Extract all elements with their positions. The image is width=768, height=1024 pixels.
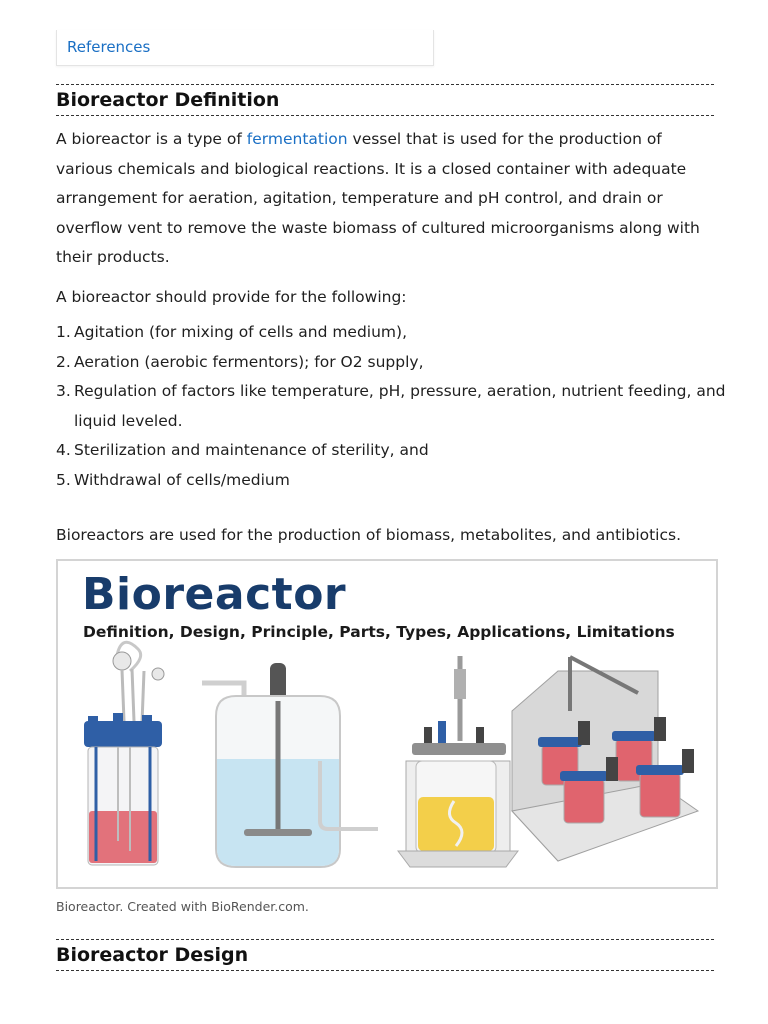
fermentation-link[interactable]: fermentation bbox=[246, 130, 348, 148]
section-heading-definition bbox=[56, 84, 714, 116]
benchtop-bioreactor-icon bbox=[84, 642, 164, 865]
list-item bbox=[56, 377, 726, 436]
heading-bioreactor-design: Bioreactor Design bbox=[56, 944, 249, 966]
bioreactor-illustration bbox=[58, 561, 716, 887]
list-number: 2. bbox=[56, 352, 71, 371]
list-number: 5. bbox=[56, 470, 71, 489]
section-heading-design bbox=[56, 939, 714, 971]
list-number: 3. bbox=[56, 382, 71, 400]
list-number: 4. bbox=[56, 441, 71, 459]
heading-bioreactor-definition: Bioreactor Definition bbox=[56, 89, 280, 111]
requirements-intro: A bioreactor should provide for the following: bbox=[56, 288, 407, 306]
definition-text-rest: vessel that is used for the production of various chemicals and biological reactions. It is a closed container with adequate arrangement for aeration, agitation, temperature and pH control, and drain or overflow vent to remove the waste biomass of cultured microorganisms along with their products. bbox=[56, 130, 700, 266]
list-item bbox=[56, 348, 726, 378]
figure-caption: Bioreactor. Created with BioRender.com. bbox=[56, 899, 309, 914]
list-item bbox=[56, 318, 726, 348]
figure-title: Bioreactor bbox=[82, 569, 347, 620]
bioreactor-figure[interactable] bbox=[56, 559, 718, 889]
toc-link-references[interactable]: References bbox=[67, 38, 151, 56]
definition-paragraph bbox=[56, 125, 716, 273]
list-item-text: Sterilization and maintenance of sterility, and bbox=[74, 441, 429, 459]
list-item-text: Withdrawal of cells/medium bbox=[74, 470, 290, 489]
definition-text-start: A bioreactor is a type of bbox=[56, 130, 247, 148]
list-item-text: Regulation of factors like temperature, pH, pressure, aeration, nutrient feeding, and liquid leveled. bbox=[74, 382, 726, 430]
list-item-text: Aeration (aerobic fermentors); for O2 supply, bbox=[74, 352, 424, 371]
parallel-bioreactor-station-icon bbox=[512, 657, 698, 861]
requirements-list bbox=[56, 318, 726, 495]
list-number: 1. bbox=[56, 323, 71, 341]
list-item-text: Agitation (for mixing of cells and medium), bbox=[74, 323, 408, 341]
list-item bbox=[56, 466, 726, 496]
usage-paragraph: Bioreactors are used for the production of biomass, metabolites, and antibiotics. bbox=[56, 526, 682, 544]
jacketed-bioreactor-icon bbox=[398, 656, 518, 867]
list-item bbox=[56, 436, 726, 466]
figure-subtitle: Definition, Design, Principle, Parts, Types, Applications, Limitations bbox=[83, 623, 675, 641]
stirred-tank-vessel-icon bbox=[202, 663, 378, 867]
table-of-contents bbox=[56, 30, 434, 66]
